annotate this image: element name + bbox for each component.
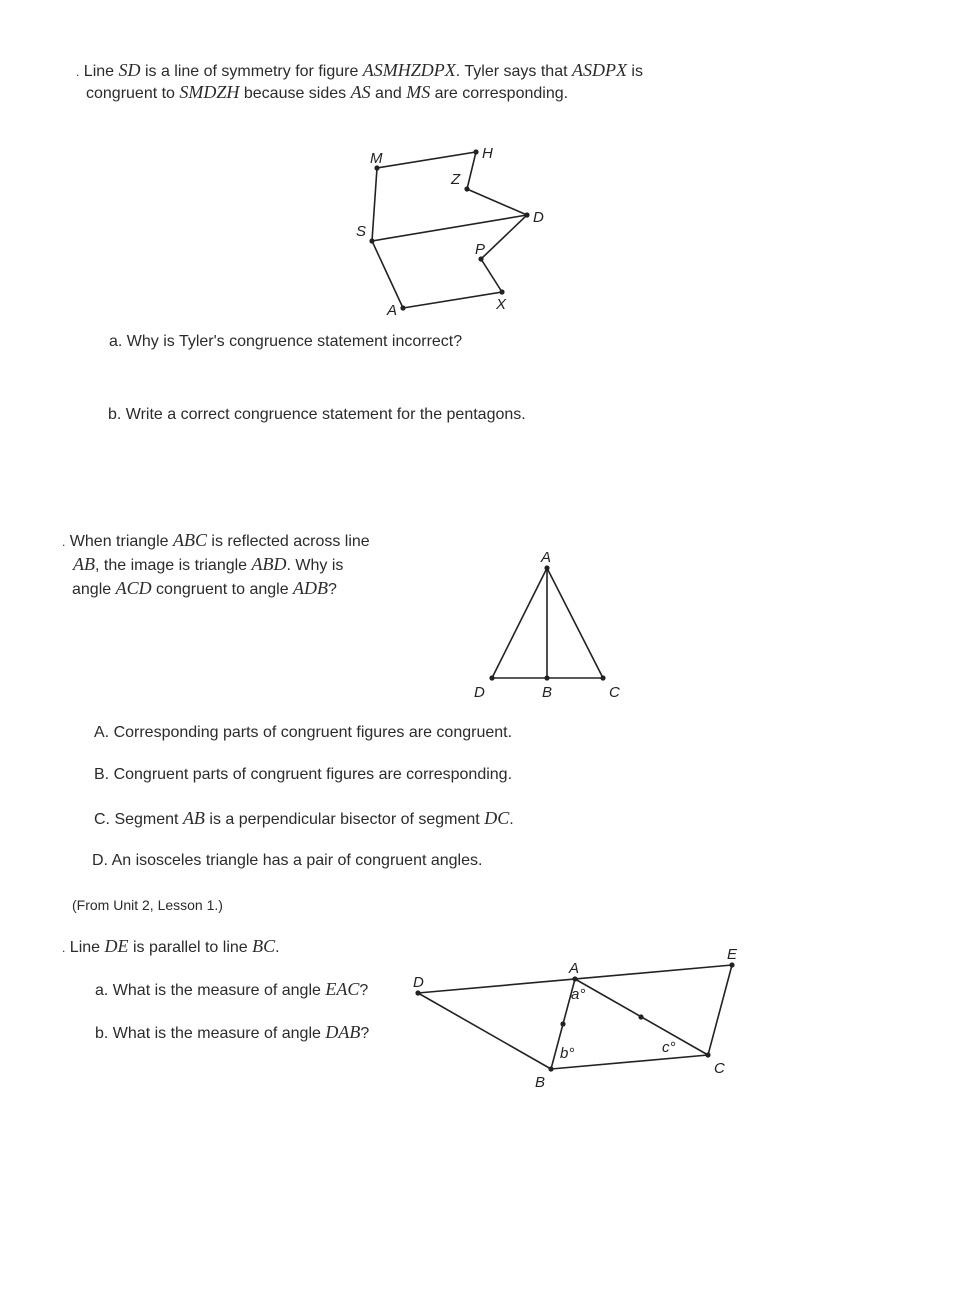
q3-part-b: b. What is the measure of angle DAB? (95, 1022, 370, 1042)
q1-label-h: H (482, 145, 493, 162)
q3-angle-a-label: a° (571, 986, 586, 1003)
q1-label-d: D (533, 209, 544, 226)
q1-label-a: A (387, 302, 398, 319)
q1-label-m: M (370, 150, 383, 167)
q3-label-d: D (413, 974, 424, 991)
q3-point-e (729, 962, 734, 967)
q3-label-a: A (569, 960, 580, 977)
q3-angle-b-label: b° (560, 1045, 575, 1062)
q2-choice-a[interactable]: A. Corresponding parts of congruent figures are congruent. (94, 724, 513, 741)
q3-point-d (415, 990, 420, 995)
q1-part-a: a. Why is Tyler's congruence statement incorrect? (109, 333, 463, 350)
q2-choice-b[interactable]: B. Congruent parts of congruent figures are corresponding. (94, 766, 513, 783)
q2-number: . (62, 535, 66, 549)
q2-label-b: B (542, 684, 553, 701)
q2-label-a: A (541, 549, 552, 566)
q3-segment-db (418, 993, 551, 1069)
q3-label-e: E (727, 946, 738, 963)
q1-label-s: S (356, 223, 367, 240)
q3-label-b: B (535, 1074, 546, 1091)
q2-choice-c[interactable]: C. Segment AB is a perpendicular bisector of segment DC. (94, 808, 514, 828)
q3-label-c: C (714, 1060, 725, 1077)
q2-source-note: (From Unit 2, Lesson 1.) (72, 897, 223, 913)
q3-part-a: a. What is the measure of angle EAC? (95, 979, 369, 999)
q1-part-b: b. Write a correct congruence statement for the pentagons. (108, 406, 526, 423)
q1-prompt-line1: . Line SD is a line of symmetry for figure ASMHZDPX. Tyler says that ASDPX is (76, 60, 643, 80)
q3-tick-ac (638, 1014, 643, 1019)
q1-label-x: X (496, 296, 507, 313)
q3-point-b (548, 1066, 553, 1071)
q3-angle-c-label: c° (662, 1039, 676, 1056)
q1-prompt-line2: congruent to SMDZH because sides AS and MS are corresponding. (86, 82, 569, 102)
q2-label-d: D (474, 684, 485, 701)
q3-tick-ab (560, 1021, 565, 1026)
q2-label-c: C (609, 684, 620, 701)
q3-point-a (572, 976, 577, 981)
q3-segment-ce (708, 965, 732, 1055)
q2-prompt-line3: angle ACD congruent to angle ADB? (72, 578, 337, 598)
q1-label-p: P (475, 241, 486, 258)
q1-label-z: Z (451, 171, 461, 188)
q2-choice-d[interactable]: D. An isosceles triangle has a pair of congruent angles. (92, 852, 483, 869)
q3-point-c (705, 1052, 710, 1057)
q1-number: . (76, 65, 80, 79)
q2-prompt-line1: . When triangle ABC is reflected across line (62, 530, 370, 550)
q3-line-bc (551, 1055, 708, 1069)
q2-prompt-line2: AB, the image is triangle ABD. Why is (73, 554, 344, 574)
q3-prompt-line1: . Line DE is parallel to line BC. (62, 936, 280, 956)
q3-number: . (62, 941, 66, 955)
